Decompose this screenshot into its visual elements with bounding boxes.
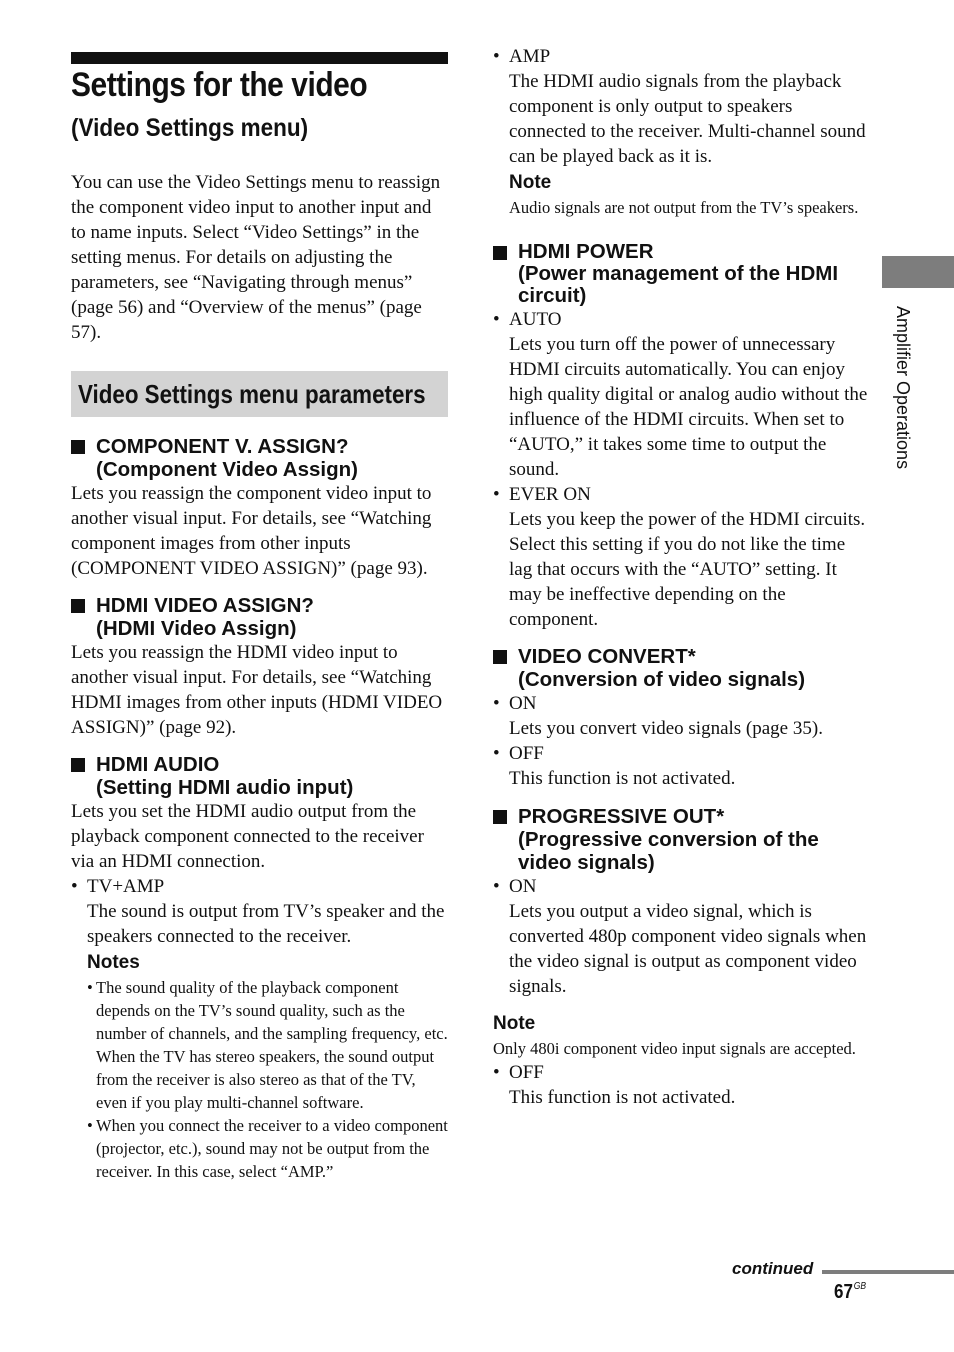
heading-line: COMPONENT V. ASSIGN?: [96, 435, 349, 458]
bullet-dot-icon: •: [493, 693, 500, 714]
heading-line: (Power management of the HDMI: [518, 262, 839, 285]
heading-line: PROGRESSIVE OUT*: [518, 805, 725, 828]
option-label: ON: [509, 693, 537, 714]
side-tab-label: [892, 306, 916, 506]
continued-label: continued: [732, 1259, 814, 1278]
option-description: Lets you output a video signal, which is converted 480p component video signals when the video signal is output as component video signals.: [509, 901, 867, 997]
note-item: [87, 976, 448, 1114]
bullet-dot-icon: •: [87, 1116, 93, 1135]
square-bullet-icon: [71, 599, 85, 613]
square-bullet-icon: [71, 440, 85, 454]
page-title: Settings for the video: [71, 66, 368, 104]
page-subtitle: (Video Settings menu): [71, 114, 309, 142]
heading-line: HDMI AUDIO: [96, 753, 220, 776]
option-label: OFF: [509, 1062, 544, 1083]
section-header: [71, 371, 448, 417]
list-item: [493, 307, 873, 332]
left-column: [71, 170, 448, 1183]
list-item: [71, 874, 448, 899]
notes-label: Notes: [87, 952, 140, 973]
bullet-dot-icon: •: [493, 309, 500, 330]
note-item: [87, 1114, 448, 1183]
heading-line: video signals): [518, 851, 655, 874]
heading-hdmi-audio: [71, 753, 448, 799]
heading-line: (HDMI Video Assign): [96, 617, 297, 640]
page-number: [834, 1281, 866, 1304]
list-item: [493, 482, 873, 507]
square-bullet-icon: [493, 246, 507, 260]
hdmi-video-assign-body: Lets you reassign the HDMI video input to another visual input. For details, see “Watching HDMI images from other inputs (HDMI VIDEO ASSIGN)” (page 92).: [71, 642, 443, 738]
square-bullet-icon: [71, 758, 85, 772]
right-column: [493, 44, 873, 1110]
note-text: The sound quality of the playback component depends on the TV’s sound quality, such as the number of channels, and the sampling frequency, etc. When the TV has stereo speakers, the sound output from the receiver is also stereo as that of the TV, even if you play multi-channel software.: [96, 978, 448, 1112]
continued-bar: [822, 1270, 954, 1274]
note-label: Note: [493, 1013, 536, 1034]
side-tab-marker: [882, 256, 954, 288]
heading-line: (Progressive conversion of the: [518, 828, 819, 851]
option-label: ON: [509, 876, 537, 897]
bullet-dot-icon: •: [71, 876, 78, 897]
option-label: AMP: [509, 46, 551, 67]
heading-video-convert: [493, 645, 873, 691]
component-assign-body: Lets you reassign the component video input to another visual input. For details, see “Watching component images from other inputs (COMPONENT VIDEO ASSIGN)” (page 93).: [71, 483, 432, 579]
heading-component-assign: [71, 435, 448, 481]
bullet-dot-icon: •: [493, 484, 500, 505]
section-title: Video Settings menu parameters: [78, 378, 426, 409]
hdmi-audio-body: Lets you set the HDMI audio output from the playback component connected to the receiver via an HDMI connection.: [71, 801, 424, 872]
list-item: [493, 44, 873, 69]
heading-line: HDMI VIDEO ASSIGN?: [96, 594, 314, 617]
heading-line: (Conversion of video signals): [518, 668, 806, 691]
heading-progressive-out: [493, 805, 873, 874]
list-item: [493, 741, 873, 766]
title-rule: [71, 52, 448, 64]
option-description: This function is not activated.: [509, 768, 736, 789]
note-text: Audio signals are not output from the TV’s speakers.: [509, 198, 859, 217]
bullet-dot-icon: •: [87, 978, 93, 997]
option-description: The sound is output from TV’s speaker and the speakers connected to the receiver.: [87, 901, 445, 947]
heading-line: HDMI POWER: [518, 240, 654, 263]
page-number-suffix: GB: [853, 1281, 867, 1292]
bullet-dot-icon: •: [493, 46, 500, 67]
option-description: The HDMI audio signals from the playback component is only output to speakers connected to the receiver. Multi-channel sound can be played back as it is.: [509, 71, 866, 167]
square-bullet-icon: [493, 810, 507, 824]
list-item: [493, 691, 873, 716]
note-label: Note: [509, 172, 552, 193]
option-description: Lets you turn off the power of unnecessary HDMI circuits automatically. You can enjoy high quality digital or analog audio without the influence of the HDMI circuits. When set to “AUTO,” it takes some time to output the sound.: [509, 334, 868, 480]
option-description: This function is not activated.: [509, 1087, 736, 1108]
list-item: [493, 874, 873, 899]
bullet-dot-icon: •: [493, 743, 500, 764]
heading-hdmi-video-assign: [71, 594, 448, 640]
note-text: Only 480i component video input signals are accepted.: [493, 1039, 856, 1058]
note-text: When you connect the receiver to a video component (projector, etc.), sound may not be output from the receiver. In this case, select “AMP.”: [96, 1116, 448, 1181]
intro-paragraph: You can use the Video Settings menu to reassign the component video input to another input and to name inputs. Select “Video Settings” in the setting menus. For details on adjusting the parameters, see “Navigating through menus” (page 56) and “Overview of the menus” (page 57).: [71, 172, 441, 343]
heading-hdmi-power: [493, 241, 873, 307]
heading-line: (Setting HDMI audio input): [96, 776, 354, 799]
option-label: TV+AMP: [87, 876, 165, 897]
square-bullet-icon: [493, 650, 507, 664]
heading-line: circuit): [518, 284, 587, 307]
list-item: [493, 1060, 873, 1085]
option-label: OFF: [509, 743, 544, 764]
bullet-dot-icon: •: [493, 1062, 500, 1083]
bullet-dot-icon: •: [493, 876, 500, 897]
heading-line: VIDEO CONVERT*: [518, 645, 696, 668]
option-description: Lets you keep the power of the HDMI circuits. Select this setting if you do not like the time lag that occurs with the “AUTO” setting. It may be ineffective depending on the component.: [509, 509, 866, 630]
option-label: EVER ON: [509, 484, 591, 505]
page-number-value: 67: [834, 1281, 853, 1303]
option-label: AUTO: [509, 309, 562, 330]
heading-line: (Component Video Assign): [96, 458, 358, 481]
side-tab-text: Amplifier Operations: [893, 306, 913, 470]
option-description: Lets you convert video signals (page 35).: [509, 718, 823, 739]
